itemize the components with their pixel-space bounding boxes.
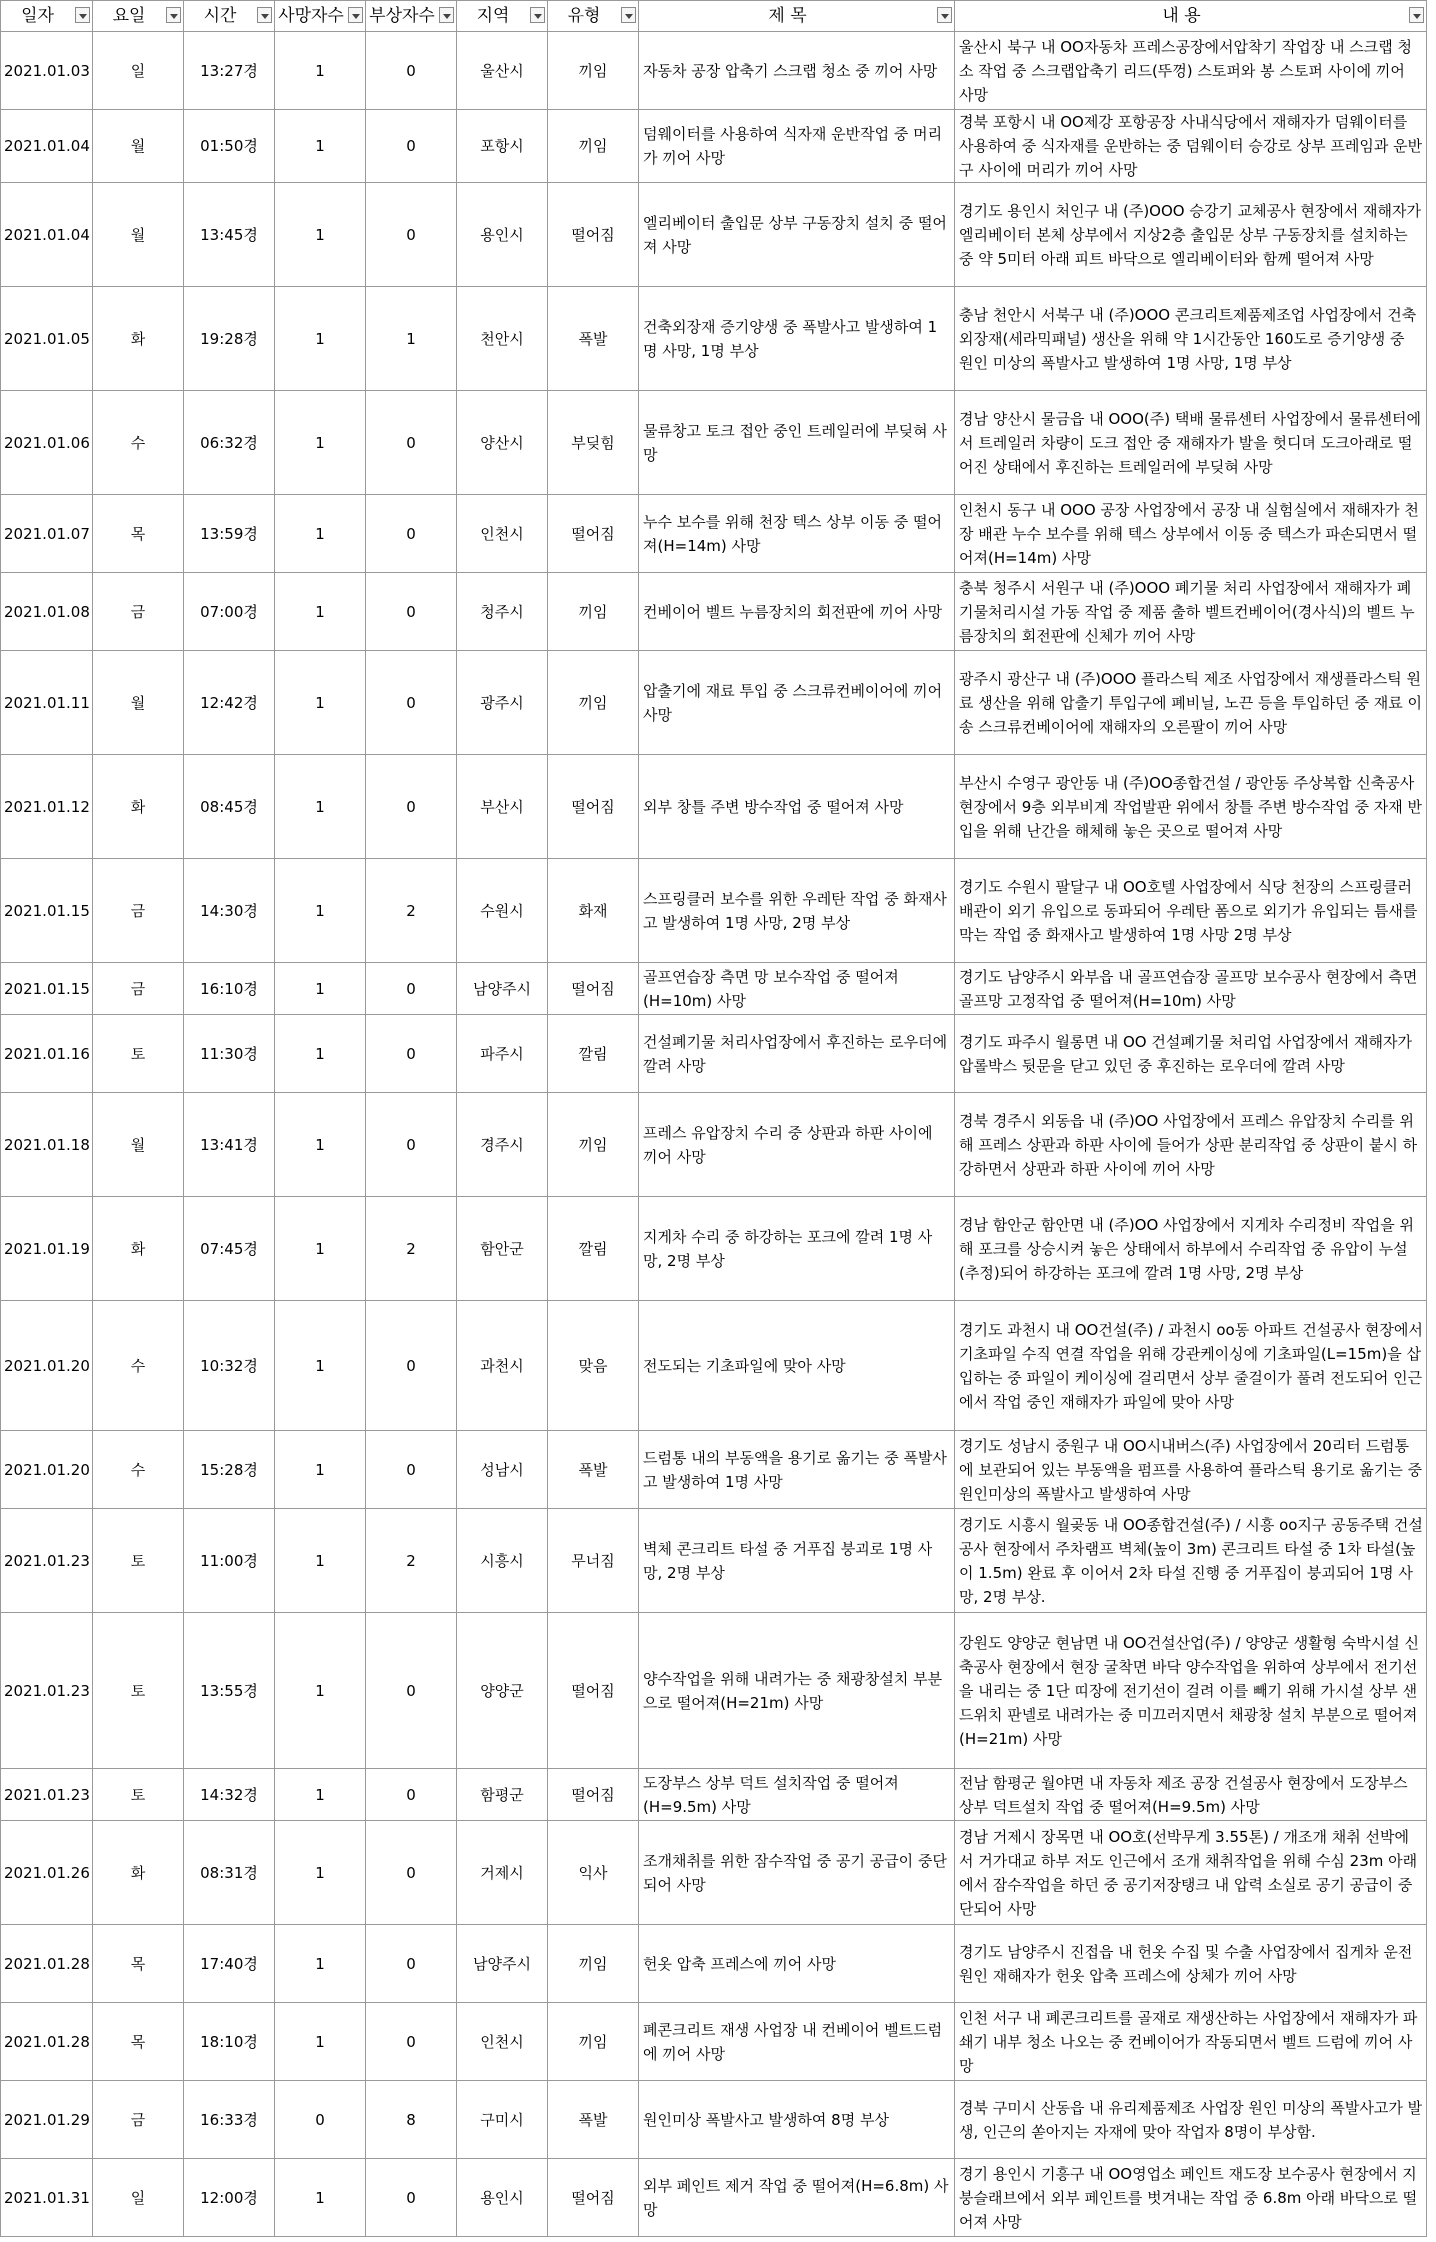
cell-type[interactable]: 폭발 xyxy=(548,287,639,391)
cell-title[interactable]: 전도되는 기초파일에 맞아 사망 xyxy=(639,1301,955,1431)
cell-region[interactable]: 성남시 xyxy=(457,1431,548,1509)
header-time-label: 시간 xyxy=(203,6,237,26)
cell-type[interactable]: 깔림 xyxy=(548,1197,639,1301)
cell-title[interactable]: 프레스 유압장치 수리 중 상판과 하판 사이에 끼어 사망 xyxy=(639,1093,955,1197)
cell-title[interactable]: 스프링클러 보수를 위한 우레탄 작업 중 화재사고 발생하여 1명 사망, 2명 부상 xyxy=(639,859,955,963)
filter-dropdown-icon[interactable] xyxy=(75,7,90,23)
cell-title[interactable]: 지게차 수리 중 하강하는 포크에 깔려 1명 사망, 2명 부상 xyxy=(639,1197,955,1301)
cell-type[interactable]: 끼임 xyxy=(548,2003,639,2081)
cell-date[interactable]: 2021.01.03 xyxy=(1,32,93,110)
cell-day[interactable]: 월 xyxy=(93,651,184,755)
cell-type[interactable]: 화재 xyxy=(548,859,639,963)
header-deaths-label: 사망자수 xyxy=(278,6,344,26)
cell-content[interactable]: 경기 용인시 기흥구 내 OO영업소 페인트 재도장 보수공사 현장에서 지붕슬래브에서 외부 페인트를 벗겨내는 작업 중 6.8m 아래 바닥으로 떨어져 사망 xyxy=(955,2159,1427,2237)
cell-date[interactable]: 2021.01.29 xyxy=(1,2081,93,2159)
cell-time[interactable]: 14:30경 xyxy=(184,859,275,963)
cell-time[interactable]: 16:33경 xyxy=(184,2081,275,2159)
cell-region[interactable]: 양산시 xyxy=(457,391,548,495)
table-row[interactable] xyxy=(1,859,1427,963)
cell-day[interactable]: 수 xyxy=(93,1301,184,1431)
cell-type[interactable]: 끼임 xyxy=(548,1093,639,1197)
cell-injured[interactable]: 2 xyxy=(366,1509,457,1613)
cell-content[interactable]: 전남 함평군 월야면 내 자동차 제조 공장 건설공사 현장에서 도장부스 상부 덕트설치 작업 중 떨어져(H=9.5m) 사망 xyxy=(955,1769,1427,1821)
table-row[interactable] xyxy=(1,651,1427,755)
cell-title[interactable]: 누수 보수를 위해 천장 텍스 상부 이동 중 떨어져(H=14m) 사망 xyxy=(639,495,955,573)
table-row[interactable] xyxy=(1,963,1427,1015)
cell-injured[interactable]: 0 xyxy=(366,32,457,110)
header-content xyxy=(955,1,1427,32)
cell-injured[interactable]: 0 xyxy=(366,183,457,287)
header-date xyxy=(1,1,93,32)
cell-injured[interactable]: 0 xyxy=(366,110,457,183)
cell-region[interactable]: 경주시 xyxy=(457,1093,548,1197)
cell-content[interactable]: 광주시 광산구 내 (주)OOO 플라스틱 제조 사업장에서 재생플라스틱 원료 생산을 위해 압출기 투입구에 폐비닐, 노끈 등을 투입하던 중 재료 이송 스크류컨베이어에 재해자의 오른팔이 끼어 사망 xyxy=(955,651,1427,755)
cell-date[interactable]: 2021.01.23 xyxy=(1,1613,93,1769)
cell-deaths[interactable]: 1 xyxy=(275,287,366,391)
table-row[interactable] xyxy=(1,1925,1427,2003)
cell-region[interactable]: 인천시 xyxy=(457,495,548,573)
cell-deaths[interactable]: 1 xyxy=(275,1197,366,1301)
cell-title[interactable]: 건설폐기물 처리사업장에서 후진하는 로우더에 깔려 사망 xyxy=(639,1015,955,1093)
cell-time[interactable]: 08:45경 xyxy=(184,755,275,859)
table-row[interactable] xyxy=(1,2003,1427,2081)
cell-title[interactable]: 엘리베이터 출입문 상부 구동장치 설치 중 떨어져 사망 xyxy=(639,183,955,287)
cell-title[interactable]: 압출기에 재료 투입 중 스크류컨베이어에 끼어 사망 xyxy=(639,651,955,755)
header-type xyxy=(548,1,639,32)
cell-deaths[interactable]: 1 xyxy=(275,183,366,287)
cell-date[interactable]: 2021.01.31 xyxy=(1,2159,93,2237)
cell-time[interactable]: 11:30경 xyxy=(184,1015,275,1093)
cell-day[interactable]: 수 xyxy=(93,1431,184,1509)
header-date-label: 일자 xyxy=(21,6,54,26)
cell-injured[interactable]: 2 xyxy=(366,859,457,963)
cell-day[interactable]: 화 xyxy=(93,1197,184,1301)
table-row[interactable] xyxy=(1,1301,1427,1431)
header-type-label: 유형 xyxy=(567,6,601,26)
cell-injured[interactable]: 0 xyxy=(366,2003,457,2081)
cell-title[interactable]: 건축외장재 증기양생 중 폭발사고 발생하여 1명 사망, 1명 부상 xyxy=(639,287,955,391)
cell-type[interactable]: 떨어짐 xyxy=(548,183,639,287)
header-title-label: 제 목 xyxy=(768,6,807,26)
cell-day[interactable]: 금 xyxy=(93,859,184,963)
cell-title[interactable]: 자동차 공장 압축기 스크랩 청소 중 끼어 사망 xyxy=(639,32,955,110)
cell-date[interactable]: 2021.01.20 xyxy=(1,1431,93,1509)
cell-region[interactable]: 수원시 xyxy=(457,859,548,963)
cell-region[interactable]: 파주시 xyxy=(457,1015,548,1093)
table-row[interactable] xyxy=(1,287,1427,391)
cell-type[interactable]: 끼임 xyxy=(548,110,639,183)
cell-day[interactable]: 금 xyxy=(93,963,184,1015)
cell-content[interactable]: 경북 구미시 산동읍 내 유리제품제조 사업장 원인 미상의 폭발사고가 발생, 인근의 쏟아지는 자재에 맞아 작업자 8명이 부상함. xyxy=(955,2081,1427,2159)
cell-time[interactable]: 13:27경 xyxy=(184,32,275,110)
cell-deaths[interactable]: 1 xyxy=(275,1015,366,1093)
cell-title[interactable]: 헌옷 압축 프레스에 끼어 사망 xyxy=(639,1925,955,2003)
table-row[interactable] xyxy=(1,1431,1427,1509)
cell-deaths[interactable]: 1 xyxy=(275,963,366,1015)
cell-date[interactable]: 2021.01.15 xyxy=(1,963,93,1015)
table-row[interactable] xyxy=(1,1197,1427,1301)
cell-title[interactable]: 원인미상 폭발사고 발생하여 8명 부상 xyxy=(639,2081,955,2159)
table-row[interactable] xyxy=(1,755,1427,859)
cell-time[interactable]: 12:42경 xyxy=(184,651,275,755)
cell-content[interactable]: 경기도 남양주시 진접읍 내 헌옷 수집 및 수출 사업장에서 집게차 운전원인 재해자가 헌옷 압축 프레스에 상체가 끼어 사망 xyxy=(955,1925,1427,2003)
cell-injured[interactable]: 0 xyxy=(366,1015,457,1093)
cell-deaths[interactable]: 1 xyxy=(275,2159,366,2237)
cell-injured[interactable]: 0 xyxy=(366,2159,457,2237)
cell-region[interactable]: 함평군 xyxy=(457,1769,548,1821)
cell-day[interactable]: 화 xyxy=(93,1821,184,1925)
cell-day[interactable]: 수 xyxy=(93,391,184,495)
cell-title[interactable]: 폐콘크리트 재생 사업장 내 컨베이어 벨트드럼에 끼어 사망 xyxy=(639,2003,955,2081)
cell-deaths[interactable]: 0 xyxy=(275,2081,366,2159)
cell-region[interactable]: 포항시 xyxy=(457,110,548,183)
cell-injured[interactable]: 0 xyxy=(366,573,457,651)
table-row[interactable] xyxy=(1,1821,1427,1925)
cell-injured[interactable]: 0 xyxy=(366,1613,457,1769)
cell-content[interactable]: 경기도 용인시 처인구 내 (주)OOO 승강기 교체공사 현장에서 재해자가 엘리베이터 본체 상부에서 지상2층 출입문 상부 구동장치를 설치하는 중 약 5미터 아래 피트 바닥으로 엘리베이터와 함께 떨어져 사망 xyxy=(955,183,1427,287)
cell-deaths[interactable]: 1 xyxy=(275,2003,366,2081)
cell-date[interactable]: 2021.01.28 xyxy=(1,2003,93,2081)
header-region xyxy=(457,1,548,32)
cell-title[interactable]: 덤웨이터를 사용하여 식자재 운반작업 중 머리가 끼어 사망 xyxy=(639,110,955,183)
cell-day[interactable]: 화 xyxy=(93,287,184,391)
cell-content[interactable]: 경기도 시흥시 월곶동 내 OO종합건설(주) / 시흥 oo지구 공동주택 건설공사 현장에서 주차램프 벽체(높이 3m) 콘크리트 타설 중 1차 타설(높이 1.5m) 완료 후 이어서 2차 타설 진행 중 거푸집이 붕괴되어 1명 사망, 2명 부상. xyxy=(955,1509,1427,1613)
cell-day[interactable]: 금 xyxy=(93,2081,184,2159)
header-deaths xyxy=(275,1,366,32)
cell-date[interactable]: 2021.01.18 xyxy=(1,1093,93,1197)
cell-content[interactable]: 경기도 수원시 팔달구 내 OO호텔 사업장에서 식당 천장의 스프링클러 배관이 외기 유입으로 동파되어 우레탄 폼으로 외기가 유입되는 틈새를 막는 작업 중 화재사고 발생하여 1명 사망 2명 부상 xyxy=(955,859,1427,963)
cell-region[interactable]: 남양주시 xyxy=(457,963,548,1015)
filter-dropdown-icon[interactable] xyxy=(1409,7,1424,23)
table-row[interactable] xyxy=(1,495,1427,573)
cell-region[interactable]: 시흥시 xyxy=(457,1509,548,1613)
cell-region[interactable]: 부산시 xyxy=(457,755,548,859)
cell-type[interactable]: 깔림 xyxy=(548,1015,639,1093)
cell-time[interactable]: 07:00경 xyxy=(184,573,275,651)
cell-day[interactable]: 월 xyxy=(93,183,184,287)
cell-region[interactable]: 인천시 xyxy=(457,2003,548,2081)
cell-deaths[interactable]: 1 xyxy=(275,1301,366,1431)
cell-injured[interactable]: 0 xyxy=(366,495,457,573)
cell-injured[interactable]: 0 xyxy=(366,651,457,755)
cell-day[interactable]: 월 xyxy=(93,1093,184,1197)
cell-time[interactable]: 13:55경 xyxy=(184,1613,275,1769)
table-row[interactable] xyxy=(1,183,1427,287)
cell-deaths[interactable]: 1 xyxy=(275,1821,366,1925)
cell-date[interactable]: 2021.01.20 xyxy=(1,1301,93,1431)
filter-dropdown-icon[interactable] xyxy=(257,7,272,23)
filter-dropdown-icon[interactable] xyxy=(530,7,545,23)
cell-time[interactable]: 19:28경 xyxy=(184,287,275,391)
cell-type[interactable]: 떨어짐 xyxy=(548,1613,639,1769)
filter-dropdown-icon[interactable] xyxy=(348,7,363,23)
cell-type[interactable]: 떨어짐 xyxy=(548,755,639,859)
table-row[interactable] xyxy=(1,2081,1427,2159)
filter-dropdown-icon[interactable] xyxy=(937,7,952,23)
table-row[interactable] xyxy=(1,1613,1427,1769)
cell-day[interactable]: 목 xyxy=(93,495,184,573)
cell-date[interactable]: 2021.01.23 xyxy=(1,1509,93,1613)
cell-time[interactable]: 16:10경 xyxy=(184,963,275,1015)
cell-day[interactable]: 금 xyxy=(93,573,184,651)
cell-content[interactable]: 경기도 과천시 내 OO건설(주) / 과천시 oo동 아파트 건설공사 현장에서 기초파일 수직 연결 작업을 위해 강관케이싱에 기초파일(L=15m)을 삽입하는 중 파일이 케이싱에 걸리면서 상부 줄걸이가 풀려 전도되어 인근에서 작업 중인 재해자가 파일에 맞아 사망 xyxy=(955,1301,1427,1431)
cell-type[interactable]: 끼임 xyxy=(548,32,639,110)
cell-time[interactable]: 18:10경 xyxy=(184,2003,275,2081)
cell-region[interactable]: 거제시 xyxy=(457,1821,548,1925)
cell-type[interactable]: 익사 xyxy=(548,1821,639,1925)
cell-deaths[interactable]: 1 xyxy=(275,1613,366,1769)
cell-title[interactable]: 외부 페인트 제거 작업 중 떨어져(H=6.8m) 사망 xyxy=(639,2159,955,2237)
cell-content[interactable]: 경남 양산시 물금읍 내 OOO(주) 택배 물류센터 사업장에서 물류센터에서 트레일러 차량이 도크 접안 중 재해자가 발을 헛디뎌 도크아래로 떨어진 상태에서 후진하는 트레일러에 부딪혀 사망 xyxy=(955,391,1427,495)
cell-injured[interactable]: 0 xyxy=(366,1769,457,1821)
header-time xyxy=(184,1,275,32)
cell-content[interactable]: 울산시 북구 내 OO자동차 프레스공장에서압착기 작업장 내 스크랩 청소 작업 중 스크랩압축기 리드(뚜껑) 스토퍼와 봉 스토퍼 사이에 끼어 사망 xyxy=(955,32,1427,110)
cell-region[interactable]: 청주시 xyxy=(457,573,548,651)
cell-content[interactable]: 경기도 성남시 중원구 내 OO시내버스(주) 사업장에서 20리터 드럼통에 보관되어 있는 부동액을 펌프를 사용하여 플라스틱 용기로 옮기는 중 원인미상의 폭발사고 발생하여 사망 xyxy=(955,1431,1427,1509)
cell-title[interactable]: 물류창고 토크 접안 중인 트레일러에 부딪혀 사망 xyxy=(639,391,955,495)
table-row[interactable] xyxy=(1,2159,1427,2237)
cell-time[interactable]: 15:28경 xyxy=(184,1431,275,1509)
cell-type[interactable]: 떨어짐 xyxy=(548,2159,639,2237)
cell-title[interactable]: 도장부스 상부 덕트 설치작업 중 떨어져(H=9.5m) 사망 xyxy=(639,1769,955,1821)
cell-content[interactable]: 충남 천안시 서북구 내 (주)OOO 콘크리트제품제조업 사업장에서 건축 외장재(세라믹패널) 생산을 위해 약 1시간동안 160도로 증기양생 중 원인 미상의 폭발사고 발생하여 1명 사망, 1명 부상 xyxy=(955,287,1427,391)
cell-date[interactable]: 2021.01.06 xyxy=(1,391,93,495)
cell-title[interactable]: 외부 창틀 주변 방수작업 중 떨어져 사망 xyxy=(639,755,955,859)
cell-deaths[interactable]: 1 xyxy=(275,1093,366,1197)
cell-time[interactable]: 12:00경 xyxy=(184,2159,275,2237)
cell-date[interactable]: 2021.01.28 xyxy=(1,1925,93,2003)
cell-injured[interactable]: 0 xyxy=(366,1821,457,1925)
cell-date[interactable]: 2021.01.26 xyxy=(1,1821,93,1925)
cell-title[interactable]: 양수작업을 위해 내려가는 중 채광창설치 부분으로 떨어져(H=21m) 사망 xyxy=(639,1613,955,1769)
cell-date[interactable]: 2021.01.05 xyxy=(1,287,93,391)
cell-time[interactable]: 14:32경 xyxy=(184,1769,275,1821)
cell-injured[interactable]: 0 xyxy=(366,1301,457,1431)
cell-region[interactable]: 남양주시 xyxy=(457,1925,548,2003)
cell-content[interactable]: 충북 청주시 서원구 내 (주)OOO 폐기물 처리 사업장에서 재해자가 폐기물처리시설 가동 작업 중 제품 출하 벨트컨베이어(경사식)의 벨트 누름장치의 회전판에 신체가 끼어 사망 xyxy=(955,573,1427,651)
cell-injured[interactable]: 0 xyxy=(366,1431,457,1509)
cell-deaths[interactable]: 1 xyxy=(275,110,366,183)
cell-type[interactable]: 끼임 xyxy=(548,1925,639,2003)
cell-type[interactable]: 끼임 xyxy=(548,651,639,755)
cell-region[interactable]: 함안군 xyxy=(457,1197,548,1301)
cell-deaths[interactable]: 1 xyxy=(275,1431,366,1509)
cell-injured[interactable]: 1 xyxy=(366,287,457,391)
cell-injured[interactable]: 2 xyxy=(366,1197,457,1301)
cell-deaths[interactable]: 1 xyxy=(275,755,366,859)
cell-region[interactable]: 광주시 xyxy=(457,651,548,755)
cell-content[interactable]: 경기도 남양주시 와부읍 내 골프연습장 골프망 보수공사 현장에서 측면 골프망 고정작업 중 떨어져(H=10m) 사망 xyxy=(955,963,1427,1015)
cell-type[interactable]: 부딪힘 xyxy=(548,391,639,495)
cell-region[interactable]: 천안시 xyxy=(457,287,548,391)
cell-title[interactable]: 골프연습장 측면 망 보수작업 중 떨어져(H=10m) 사망 xyxy=(639,963,955,1015)
table-row[interactable] xyxy=(1,1093,1427,1197)
cell-type[interactable]: 떨어짐 xyxy=(548,1769,639,1821)
cell-deaths[interactable]: 1 xyxy=(275,32,366,110)
cell-type[interactable]: 폭발 xyxy=(548,2081,639,2159)
cell-title[interactable]: 드럼통 내의 부동액을 용기로 옮기는 중 폭발사고 발생하여 1명 사망 xyxy=(639,1431,955,1509)
cell-injured[interactable]: 8 xyxy=(366,2081,457,2159)
cell-date[interactable]: 2021.01.19 xyxy=(1,1197,93,1301)
cell-time[interactable]: 01:50경 xyxy=(184,110,275,183)
table-row[interactable] xyxy=(1,1509,1427,1613)
cell-content[interactable]: 경북 경주시 외동읍 내 (주)OO 사업장에서 프레스 유압장치 수리를 위해 프레스 상판과 하판 사이에 들어가 상판 분리작업 중 상판이 붙시 하강하면서 상판과 하판 사이에 끼어 사망 xyxy=(955,1093,1427,1197)
cell-content[interactable]: 경남 함안군 함안면 내 (주)OO 사업장에서 지게차 수리정비 작업을 위해 포크를 상승시켜 놓은 상태에서 하부에서 수리작업 중 유압이 누설(추정)되어 하강하는 포크에 깔려 1명 사망, 2명 부상 xyxy=(955,1197,1427,1301)
cell-injured[interactable]: 0 xyxy=(366,1925,457,2003)
cell-deaths[interactable]: 1 xyxy=(275,1925,366,2003)
cell-time[interactable]: 07:45경 xyxy=(184,1197,275,1301)
header-day xyxy=(93,1,184,32)
cell-injured[interactable]: 0 xyxy=(366,391,457,495)
header-day-label: 요일 xyxy=(112,6,146,26)
cell-day[interactable]: 일 xyxy=(93,32,184,110)
cell-day[interactable]: 목 xyxy=(93,2003,184,2081)
cell-type[interactable]: 맞음 xyxy=(548,1301,639,1431)
cell-date[interactable]: 2021.01.08 xyxy=(1,573,93,651)
cell-region[interactable]: 구미시 xyxy=(457,2081,548,2159)
table-row[interactable] xyxy=(1,1015,1427,1093)
cell-injured[interactable]: 0 xyxy=(366,1093,457,1197)
cell-day[interactable]: 토 xyxy=(93,1613,184,1769)
cell-time[interactable]: 13:41경 xyxy=(184,1093,275,1197)
cell-date[interactable]: 2021.01.12 xyxy=(1,755,93,859)
cell-title[interactable]: 벽체 콘크리트 타설 중 거푸집 붕괴로 1명 사망, 2명 부상 xyxy=(639,1509,955,1613)
cell-region[interactable]: 울산시 xyxy=(457,32,548,110)
cell-date[interactable]: 2021.01.16 xyxy=(1,1015,93,1093)
cell-day[interactable]: 목 xyxy=(93,1925,184,2003)
cell-type[interactable]: 폭발 xyxy=(548,1431,639,1509)
header-content-label: 내 용 xyxy=(1162,6,1201,26)
cell-content[interactable]: 강원도 양양군 현남면 내 OO건설산업(주) / 양양군 생활형 숙박시설 신축공사 현장에서 현장 굴착면 바닥 양수작업을 위하여 상부에서 전기선을 내리는 중 1단 띠장에 전기선이 걸려 이를 빼기 위해 가시설 상부 샌드위치 판넬로 내려가는 중 미끄러지면서 채광창 설치 부분으로 떨어져(H=21m) 사망 xyxy=(955,1613,1427,1769)
cell-region[interactable]: 양양군 xyxy=(457,1613,548,1769)
cell-deaths[interactable]: 1 xyxy=(275,651,366,755)
table-row[interactable] xyxy=(1,1769,1427,1821)
header-row xyxy=(1,1,1427,32)
cell-deaths[interactable]: 1 xyxy=(275,859,366,963)
cell-content[interactable]: 경기도 파주시 월롱면 내 OO 건설폐기물 처리업 사업장에서 재해자가 압롤박스 뒷문을 닫고 있던 중 후진하는 로우더에 깔려 사망 xyxy=(955,1015,1427,1093)
cell-content[interactable]: 인천 서구 내 폐콘크리트를 골재로 재생산하는 사업장에서 재해자가 파쇄기 내부 청소 나오는 중 컨베이어가 작동되면서 벨트 드럼에 끼어 사망 xyxy=(955,2003,1427,2081)
table-row[interactable] xyxy=(1,391,1427,495)
filter-dropdown-icon[interactable] xyxy=(166,7,181,23)
cell-date[interactable]: 2021.01.07 xyxy=(1,495,93,573)
cell-day[interactable]: 월 xyxy=(93,110,184,183)
cell-time[interactable]: 13:45경 xyxy=(184,183,275,287)
cell-content[interactable]: 부산시 수영구 광안동 내 (주)OO종합건설 / 광안동 주상복합 신축공사 현장에서 9층 외부비계 작업발판 위에서 창틀 주변 방수작업 중 자재 반입을 위해 난간을 해체해 놓은 곳으로 떨어져 사망 xyxy=(955,755,1427,859)
cell-type[interactable]: 떨어짐 xyxy=(548,963,639,1015)
cell-deaths[interactable]: 1 xyxy=(275,495,366,573)
cell-day[interactable]: 토 xyxy=(93,1769,184,1821)
cell-date[interactable]: 2021.01.15 xyxy=(1,859,93,963)
cell-deaths[interactable]: 1 xyxy=(275,1509,366,1613)
cell-type[interactable]: 끼임 xyxy=(548,573,639,651)
cell-day[interactable]: 일 xyxy=(93,2159,184,2237)
cell-time[interactable]: 10:32경 xyxy=(184,1301,275,1431)
cell-day[interactable]: 토 xyxy=(93,1509,184,1613)
cell-deaths[interactable]: 1 xyxy=(275,573,366,651)
cell-time[interactable]: 06:32경 xyxy=(184,391,275,495)
cell-content[interactable]: 인천시 동구 내 OOO 공장 사업장에서 공장 내 실험실에서 재해자가 천장 배관 누수 보수를 위해 텍스 상부에서 이동 중 텍스가 파손되면서 떨어져(H=14m) 사망 xyxy=(955,495,1427,573)
header-title xyxy=(639,1,955,32)
cell-content[interactable]: 경북 포항시 내 OO제강 포항공장 사내식당에서 재해자가 덤웨이터를 사용하여 중 식자재를 운반하는 중 덤웨이터 승강로 상부 프레임과 운반구 사이에 머리가 끼어 사망 xyxy=(955,110,1427,183)
table-row[interactable] xyxy=(1,573,1427,651)
header-injured-label: 부상자수 xyxy=(369,6,435,26)
cell-time[interactable]: 17:40경 xyxy=(184,1925,275,2003)
cell-date[interactable]: 2021.01.04 xyxy=(1,183,93,287)
cell-injured[interactable]: 0 xyxy=(366,963,457,1015)
cell-date[interactable]: 2021.01.04 xyxy=(1,110,93,183)
cell-time[interactable]: 11:00경 xyxy=(184,1509,275,1613)
cell-deaths[interactable]: 1 xyxy=(275,1769,366,1821)
cell-day[interactable]: 화 xyxy=(93,755,184,859)
cell-day[interactable]: 토 xyxy=(93,1015,184,1093)
cell-title[interactable]: 컨베이어 벨트 누름장치의 회전판에 끼어 사망 xyxy=(639,573,955,651)
cell-time[interactable]: 13:59경 xyxy=(184,495,275,573)
cell-region[interactable]: 용인시 xyxy=(457,183,548,287)
cell-type[interactable]: 무너짐 xyxy=(548,1509,639,1613)
header-region-label: 지역 xyxy=(476,6,510,26)
cell-region[interactable]: 과천시 xyxy=(457,1301,548,1431)
cell-region[interactable]: 용인시 xyxy=(457,2159,548,2237)
table-row[interactable] xyxy=(1,110,1427,183)
table-row[interactable] xyxy=(1,32,1427,110)
cell-type[interactable]: 떨어짐 xyxy=(548,495,639,573)
filter-dropdown-icon[interactable] xyxy=(621,7,636,23)
cell-date[interactable]: 2021.01.23 xyxy=(1,1769,93,1821)
cell-injured[interactable]: 0 xyxy=(366,755,457,859)
cell-date[interactable]: 2021.01.11 xyxy=(1,651,93,755)
cell-title[interactable]: 조개채취를 위한 잠수작업 중 공기 공급이 중단되어 사망 xyxy=(639,1821,955,1925)
cell-deaths[interactable]: 1 xyxy=(275,391,366,495)
filter-dropdown-icon[interactable] xyxy=(439,7,454,23)
header-injured xyxy=(366,1,457,32)
cell-content[interactable]: 경남 거제시 장목면 내 OO호(선박무게 3.55톤) / 개조개 채취 선박에서 거가대교 하부 저도 인근에서 조개 채취작업을 위해 수심 23m 아래에서 잠수작업을 하던 중 공기저장탱크 내 압력 소실로 공기 공급이 중단되어 사망 xyxy=(955,1821,1427,1925)
cell-time[interactable]: 08:31경 xyxy=(184,1821,275,1925)
